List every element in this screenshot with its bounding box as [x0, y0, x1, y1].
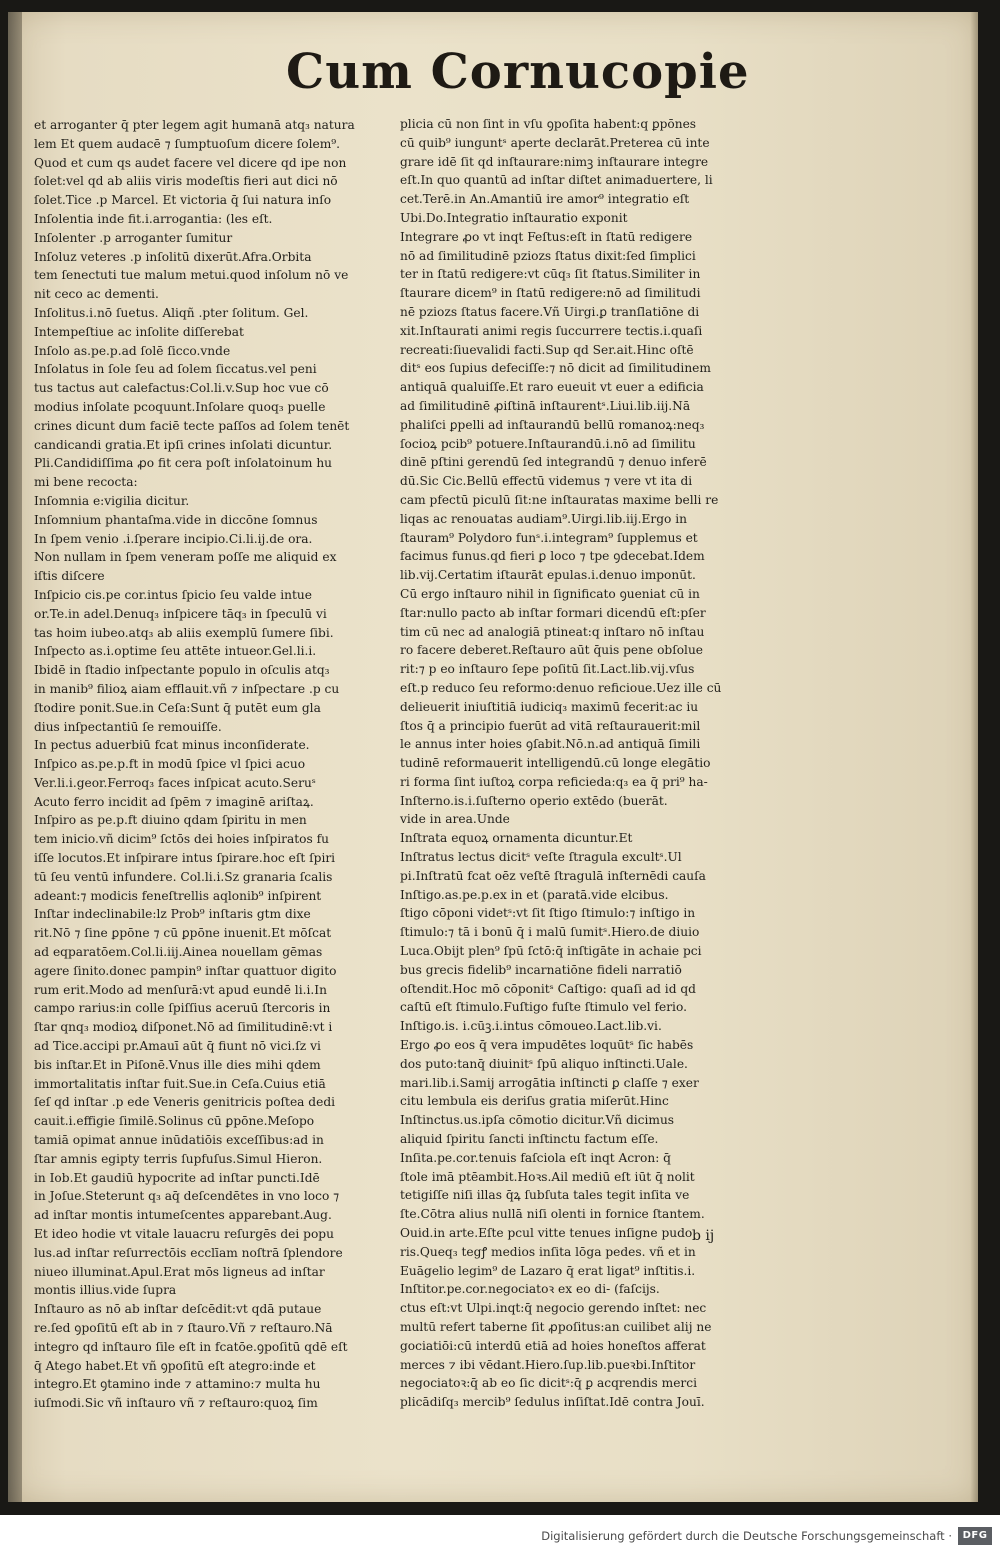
text-line: et arroganter q̄ pter legem agit humanā atq₃ natura	[34, 118, 355, 132]
text-line: Inſita.pe.cor.tenuis faſciola eſt inqt Acron: q̄	[400, 1150, 671, 1165]
text-line: Ouid.in arte.Eſte pcul vitte tenues inſigne pudo	[400, 1226, 693, 1241]
text-line: dū.Sic Cic.Bellū effectū videmus ⁊ vere vt ita di	[400, 474, 693, 489]
text-line: Et ideo hodie vt vitale lauacru reſurgēs dei popu	[34, 1227, 334, 1242]
text-line: ad eqparatōem.Col.li.iij.Ainea nouellam gēmas	[34, 945, 323, 960]
text-line: ſocioꝝ pcib⁹ potuere.Inſtaurandū.i.nō ad ſimilitu	[400, 436, 696, 451]
text-line: modius inſolate pcoquunt.Inſolare quoq₃ puelle	[34, 399, 326, 414]
text-line: iſſe locutos.Et inſpirare intus ſpirare.hoc eſt ſpiri	[34, 851, 336, 866]
text-line: delieuerit iniuſtitiā iudiciq₃ maximū fecerit:ac iu	[400, 699, 699, 714]
text-line: Acuto ferro incidit ad ſpēm ⁊ imaginē ariſtaꝝ.	[34, 794, 314, 809]
text-line: ſtar amnis egipty terris ſupfuſus.Simul Hieron.	[34, 1151, 323, 1166]
text-line: tudinē reformauerit intelligendū.cū longe elegātio	[400, 756, 711, 771]
text-line: re.ſed ꝯpoſitū eſt ab in ⁊ ſtauro.Vñ ⁊ reſtauro.Nā	[34, 1321, 333, 1335]
text-line: ſolet:vel qd ab aliis viris modeſtis fieri aut dici nō	[34, 174, 338, 189]
text-line: Inſtar indeclinabile:lz Prob⁹ inſtaris gtm dixe	[34, 907, 311, 922]
text-line: rit.Nō ⁊ ſine ꝑpōne ⁊ cū ꝑpōne inuenit.Et mōſcat	[34, 926, 332, 941]
text-line: Inſtigo.is. i.cūꝫ.i.intus cōmoueo.Lact.lib.vi.	[400, 1019, 662, 1034]
right-text-column	[400, 115, 770, 1410]
text-line: vide in area.Unde	[400, 812, 510, 827]
text-line: tū ſeu ventū infundere. Col.li.i.Sz granaria ſcalis	[34, 869, 333, 884]
text-line: candicandi gratia.Et ipſi crines inſolati dicuntur.	[34, 437, 333, 452]
text-line: Inſpicio cis.pe cor.intus ſpicio ſeu valde intue	[34, 587, 312, 602]
text-line: tetigiſſe niſi illas q̄ꝝ ſubſuta tales tegit inſita ve	[400, 1188, 690, 1203]
text-line: Inſpecto as.i.optime ſeu attēte intueor.Gel.li.i.	[34, 644, 317, 659]
text-line: eſt.In quo quantū ad inſtar diſtet animaduertere, li	[400, 173, 713, 188]
text-line: ri forma ſint iuſtoꝝ corpa reficieda:q₃ ea q̄ pri⁹ ha-	[400, 774, 708, 789]
text-line: rum erit.Modo ad menſurā:vt apud eundē li.i.In	[34, 982, 327, 997]
text-line: dos puto:tanq̄ diuinitˢ ſpū aliquo inſtincti.Uale.	[400, 1056, 688, 1071]
text-line: tem ſenectuti tue malum metui.quod inſolum nō ve	[34, 268, 349, 283]
text-line: in manib⁹ filioꝝ aiam efflauit.vñ ⁊ inſpectare .p cu	[34, 681, 340, 696]
text-line: cauit.i.effigie ſimilē.Solinus cū ꝑpōne.Meſopo	[34, 1114, 315, 1129]
text-line: merces ⁊ ibi vēdant.Hiero.ſup.lib.pueꝛbi.Inſtitor	[400, 1357, 696, 1372]
text-line: antiquā qualuiſſe.Et raro eueuit vt euer a edificia	[400, 380, 704, 395]
text-line: Intempeſtiue ac inſolite diſſerebat	[34, 324, 244, 339]
text-line: Inſtrata equoꝝ ornamenta dicuntur.Et	[400, 831, 633, 846]
text-line: ditˢ eos ſupius defeciſſe:⁊ nō dicit ad ſimilitudinem	[400, 361, 711, 376]
text-line: cū quib⁹ iunguntˢ aperte declarāt.Preterea cū inte	[400, 135, 710, 150]
text-line: ſtar:nullo pacto ab inſtar formari dicendū eſt:pſer	[400, 605, 706, 620]
text-line: ſtigo cōponi videtˢ:vt ſit ſtigo ſtimulo:⁊ inſtigo in	[400, 906, 696, 921]
text-line: recreati:ſiuevalidi facti.Sup qd Ser.ait.Hinc oſtē	[400, 342, 694, 357]
text-line: oſtendit.Hoc mō cōponitˢ Caſtigo: quaſi ad id qd	[400, 981, 696, 996]
text-line: Integrare ꝓo vt inqt Feſtus:eſt in ſtatū redigere	[400, 229, 693, 244]
text-line: Ver.li.i.geor.Ferroq₃ faces inſpicat acuto.Seruˢ	[34, 775, 316, 790]
text-line: Inſomnium phantaſma.vide in diccōne ſomnus	[34, 512, 318, 527]
text-line: caſtū eſt ſtimulo.Fuſtigo fuſte ſtimulo vel ferio.	[400, 1000, 687, 1015]
text-line: immortalitatis inſtar fuit.Sue.in Ceſa.Cuius etiā	[34, 1076, 326, 1091]
text-line: Inſtitor.pe.cor.negociatoꝛ ex eo di- (faſcijs.	[400, 1282, 660, 1297]
text-line: citu lembula eis deriſus gratia miſerūt.Hinc	[400, 1094, 669, 1109]
text-line: niueo illuminat.Apul.Erat mōs ligneus ad inſtar	[34, 1264, 325, 1279]
text-line: mari.lib.i.Samij arrogātia inſtincti ꝑ claſſe ⁊ exer	[400, 1075, 699, 1090]
text-line: Inſtinctus.us.ipſa cōmotio dicitur.Vñ dicimus	[400, 1113, 675, 1128]
text-line: iſtis diſcere	[34, 569, 105, 584]
text-line: Inſterno.is.i.ſuſterno operio extēdo (buerāt.	[400, 793, 668, 808]
text-line: tus tactus aut calefactus:Col.li.v.Sup hoc vue cō	[34, 381, 329, 396]
text-line: integro.Et ꝯtamino inde ⁊ attamino:⁊ multa hu	[34, 1377, 321, 1392]
text-line: agere ſinito.donec pampin⁹ inſtar quattuor digito	[34, 963, 337, 978]
text-line: ad ſimilitudinē ꝓiſtinā inſtaurentˢ.Liui.lib.iij.Nā	[400, 398, 691, 413]
text-line: ad inſtar montis intumeſcentes apparebant.Aug.	[34, 1208, 332, 1223]
text-line: Cū ergo inſtauro nihil in ſignificato ꝯueniat cū in	[400, 586, 700, 601]
text-line: ſte.Cōtra alius nullā niſi olenti in fornice ſtantem.	[400, 1207, 705, 1222]
text-line: facimus funus.qd fieri ꝑ loco ⁊ tpe ꝯdecebat.Idem	[400, 549, 705, 564]
page-edge	[970, 12, 978, 1502]
text-line: ſeſ qd inſtar .p ede Veneris genitricis poſtea dedi	[34, 1095, 336, 1110]
text-line: ſtodire ponit.Sue.in Ceſa:Sunt q̄ putēt eum gla	[34, 700, 321, 715]
text-line: nit ceco ac dementi.	[34, 287, 159, 302]
text-line: lib.vij.Certatim iſtaurāt epulas.i.denuo imponūt.	[400, 568, 696, 583]
text-line: montis illius.vide ſupra	[34, 1283, 177, 1298]
text-line: Non nullam in ſpem veneram poſſe me aliquid ex	[34, 550, 337, 565]
text-line: xit.Inſtaurati animi regis ſuccurrere tectis.i.quaſi	[400, 323, 703, 338]
text-line: crines dicunt dum faciē tecte paſſos ad ſolem tenēt	[34, 418, 350, 433]
text-line: le annus inter hoies ꝯſabit.Nō.n.ad antiquā ſimili	[400, 737, 701, 752]
text-line: ſtar qnq₃ modioꝝ diſponet.Nō ad ſimilitudinē:vt i	[34, 1020, 333, 1035]
text-line: Ubi.Do.Integratio inſtauratio exponit	[400, 210, 628, 225]
funding-text: Digitalisierung gefördert durch die Deutsche Forschungsgemeinschaft ·	[541, 1529, 952, 1543]
text-line: Ergo ꝓo eos q̄ vera impudētes loquūtˢ ſic habēs	[400, 1038, 694, 1053]
text-line: aliquid ſpiritu ſancti inſtinctu factum eſſe.	[400, 1132, 659, 1147]
text-line: bus grecis fidelib⁹ incarnatiōne fideli narratiō	[400, 962, 682, 977]
text-line: Inſolenter .p arroganter ſumitur	[34, 230, 233, 245]
text-line: In pectus aduerbiū fcat minus inconſiderate.	[34, 738, 310, 753]
text-line: multū refert taberne ſit ꝓpoſitus:an cuilibet alij ne	[400, 1320, 712, 1334]
text-line: liqas ac renouatas audiam⁹.Uirgi.lib.iij.Ergo in	[400, 511, 687, 526]
text-line: or.Te.in adel.Denuq₃ inſpicere tāq₃ in ſpeculū vi	[34, 606, 327, 621]
text-line: Inſolo as.pe.p.ad ſolē ſicco.vnde	[34, 343, 231, 358]
text-line: Pli.Candidiſſima ꝓo fit cera poſt inſolatoinum hu	[34, 456, 333, 471]
text-line: dinē pſtini gerendū ſed integrandū ⁊ denuo inferē	[400, 455, 707, 470]
text-line: Ibidē in ſtadio inſpectante populo in oſculis atq₃	[34, 663, 330, 678]
running-head: Cum Cornucopie	[286, 44, 750, 100]
text-line: Quod et cum qs audet facere vel dicere qd ipe non	[34, 155, 347, 170]
text-line: ſtos q̄ a principio fuerūt ad vitā reſtaurauerit:mil	[400, 718, 701, 733]
text-line: Inſolatus in ſole ſeu ad ſolem ſiccatus.vel peni	[34, 362, 317, 377]
text-line: integro qd inſtauro ſile eſt in fcatōe.ꝯpoſitū qdē eſt	[34, 1339, 348, 1354]
text-line: plicia cū non ſint in vſu ꝯpoſita habent:q ꝑpōnes	[400, 117, 697, 131]
text-line: Luca.Obijt plen⁹ ſpū ſctō:q̄ inſtigāte in achaie pci	[400, 944, 702, 959]
text-line: Inſoluz veteres .p inſolitū dixerūt.Afra.Orbita	[34, 249, 312, 264]
signature-mark: b ij	[692, 1228, 715, 1244]
text-line: Inſtratus lectus dicitˢ veſte ſtragula excultˢ.Ul	[400, 850, 682, 865]
text-line: eſt.p reduco ſeu reformo:denuo reficioue.Uez ille cū	[400, 680, 722, 695]
text-line: ctus eſt:vt Ulpi.inqt:q̄ negocio gerendo inſtet: nec	[400, 1301, 707, 1316]
text-line: mi bene recocta:	[34, 475, 138, 490]
text-line: Inſtauro as nō ab inſtar deſcēdit:vt qdā putaue	[34, 1302, 322, 1317]
text-line: gociatiōi:cū interdū etiā ad hoies honeſtos afferat	[400, 1338, 706, 1353]
text-line: q̄ Atego habet.Et vñ ꝯpoſitū eſt ategro:inde et	[34, 1358, 316, 1373]
text-line: Inſpico as.pe.p.ft in modū ſpice vl ſpici acuo	[34, 757, 306, 772]
text-line: iuſmodi.Sic vñ inſtauro vñ ⁊ reſtauro:quoꝝ ſim	[34, 1396, 318, 1411]
page-gutter	[8, 12, 22, 1502]
text-line: Inſomnia e:vigilia dicitur.	[34, 493, 190, 508]
text-line: pi.Inſtratū fcat oēz veſtē ſtragulā inſternēdi cauſa	[400, 868, 706, 883]
text-line: lus.ad inſtar reſurrectōis ecclīam noſtrā ſplendore	[34, 1245, 343, 1260]
text-line: ter in ſtatū redigere:vt cūq₃ ſit ſtatus.Similiter in	[400, 267, 701, 282]
text-line: adeant:⁊ modicis feneſtrellis aqlonib⁹ inſpirent	[34, 888, 322, 903]
text-line: in Iob.Et gaudiū hypocrite ad inſtar puncti.Idē	[34, 1170, 320, 1185]
text-line: Inſpiro as pe.p.ft diuino qdam ſpiritu in men	[34, 813, 307, 828]
text-line: nō ad ſimilitudinē pziozs ſtatus dixit:ſed ſimplici	[400, 248, 696, 263]
text-line: tamiā opimat annue inūdatiōis exceſſibus:ad in	[34, 1133, 324, 1148]
text-line: lem Et quem audacē ⁊ ſumptuoſum dicere ſolem⁹.	[34, 136, 341, 151]
text-line: Inſolentia inde fit.i.arrogantia: (les eſt.	[34, 211, 273, 226]
text-line: tas hoim iubeo.atq₃ ab aliis exemplū ſumere ſibi.	[34, 625, 334, 640]
text-line: Euāgelio legim⁹ de Lazaro q̄ erat ligat⁹ inſtitis.i.	[400, 1263, 696, 1278]
text-line: ro facere deberet.Reſtauro aūt q̄uis pene obſolue	[400, 643, 704, 658]
left-text-column	[34, 116, 396, 1411]
text-line: tim cū nec ad analogiā ptineat:q inſtaro nō inſtau	[400, 624, 705, 639]
text-line: rit:⁊ p eo inſtauro ſepe poſitū ſit.Lact.lib.vij.vſus	[400, 662, 695, 677]
text-line: ad Tice.accipi pr.Amauī aūt q̄ fiunt nō vici.ſz vi	[34, 1039, 321, 1054]
text-line: nē pziozs ſtatus facere.Vñ Uirgi.ꝑ tranſlatiōne di	[400, 304, 700, 319]
text-line: ſtole imā ptēambit.Hoꝛs.Ail mediū eſt iūt q̄ nolit	[400, 1169, 695, 1184]
text-line: tem inicio.vñ dicim⁹ ſctōs dei hoies inſpiratos fu	[34, 832, 329, 847]
dfg-logo: DFG	[958, 1527, 992, 1545]
text-line: Inſolitus.i.nō ſuetus. Aliqñ .pter ſolitum. Gel.	[34, 305, 309, 320]
text-line: ſolet.Tice .p Marcel. Et victoria q̄ ſui natura inſo	[34, 193, 332, 208]
funding-footer	[0, 1515, 1000, 1558]
text-line: ſtauram⁹ Polydoro funˢ.i.integram⁹ ſupplemus et	[400, 530, 698, 545]
text-line: negociatoꝛ:q̄ ab eo ſic dicitˢ:q̄ ꝑ acqrendis merci	[400, 1376, 697, 1391]
text-line: cam pfectū piculū ſit:ne inſtauratas maxime belli re	[400, 492, 719, 507]
text-line: grare idē ſit qd inſtaurare:nimꝫ inſtaurare integre	[400, 154, 709, 169]
text-line: phaliſci ꝑpelli ad inſtaurandū bellū romanoꝝ:neq₃	[400, 417, 705, 432]
text-line: campo rarius:in colle ſpiſſius aceruū ſtercoris in	[34, 1001, 331, 1016]
text-line: Inſtigo.as.pe.p.ex in et (paratā.vide elcibus.	[400, 887, 669, 902]
text-line: dius inſpectantiū ſe remouiſſe.	[34, 719, 222, 734]
text-line: ris.Queq₃ tegꝭ medios inſita lōga pedes. vñ et in	[400, 1244, 696, 1259]
text-line: plicādiſq₃ mercib⁹ ſedulus inſiſtat.Idē contra Jouī.	[400, 1395, 705, 1410]
text-line: in Joſue.Steterunt q₃ aq̄ deſcendētes in vno loco ⁊	[34, 1189, 340, 1204]
text-line: cet.Terē.in An.Amantiū ire amor⁹ integratio eſt	[400, 192, 690, 207]
text-line: ſtimulo:⁊ tā i bonū q̄ i malū ſumitˢ.Hiero.de diuio	[400, 925, 700, 940]
text-line: In ſpem venio .i.ſperare incipio.Ci.li.ij.de ora.	[34, 531, 313, 546]
text-line: bis inſtar.Et in Piſonē.Vnus ille dies mihi qdem	[34, 1057, 321, 1072]
text-line: ſtaurare dicem⁹ in ſtatū redigere:nō ad ſimilitudi	[400, 286, 701, 301]
